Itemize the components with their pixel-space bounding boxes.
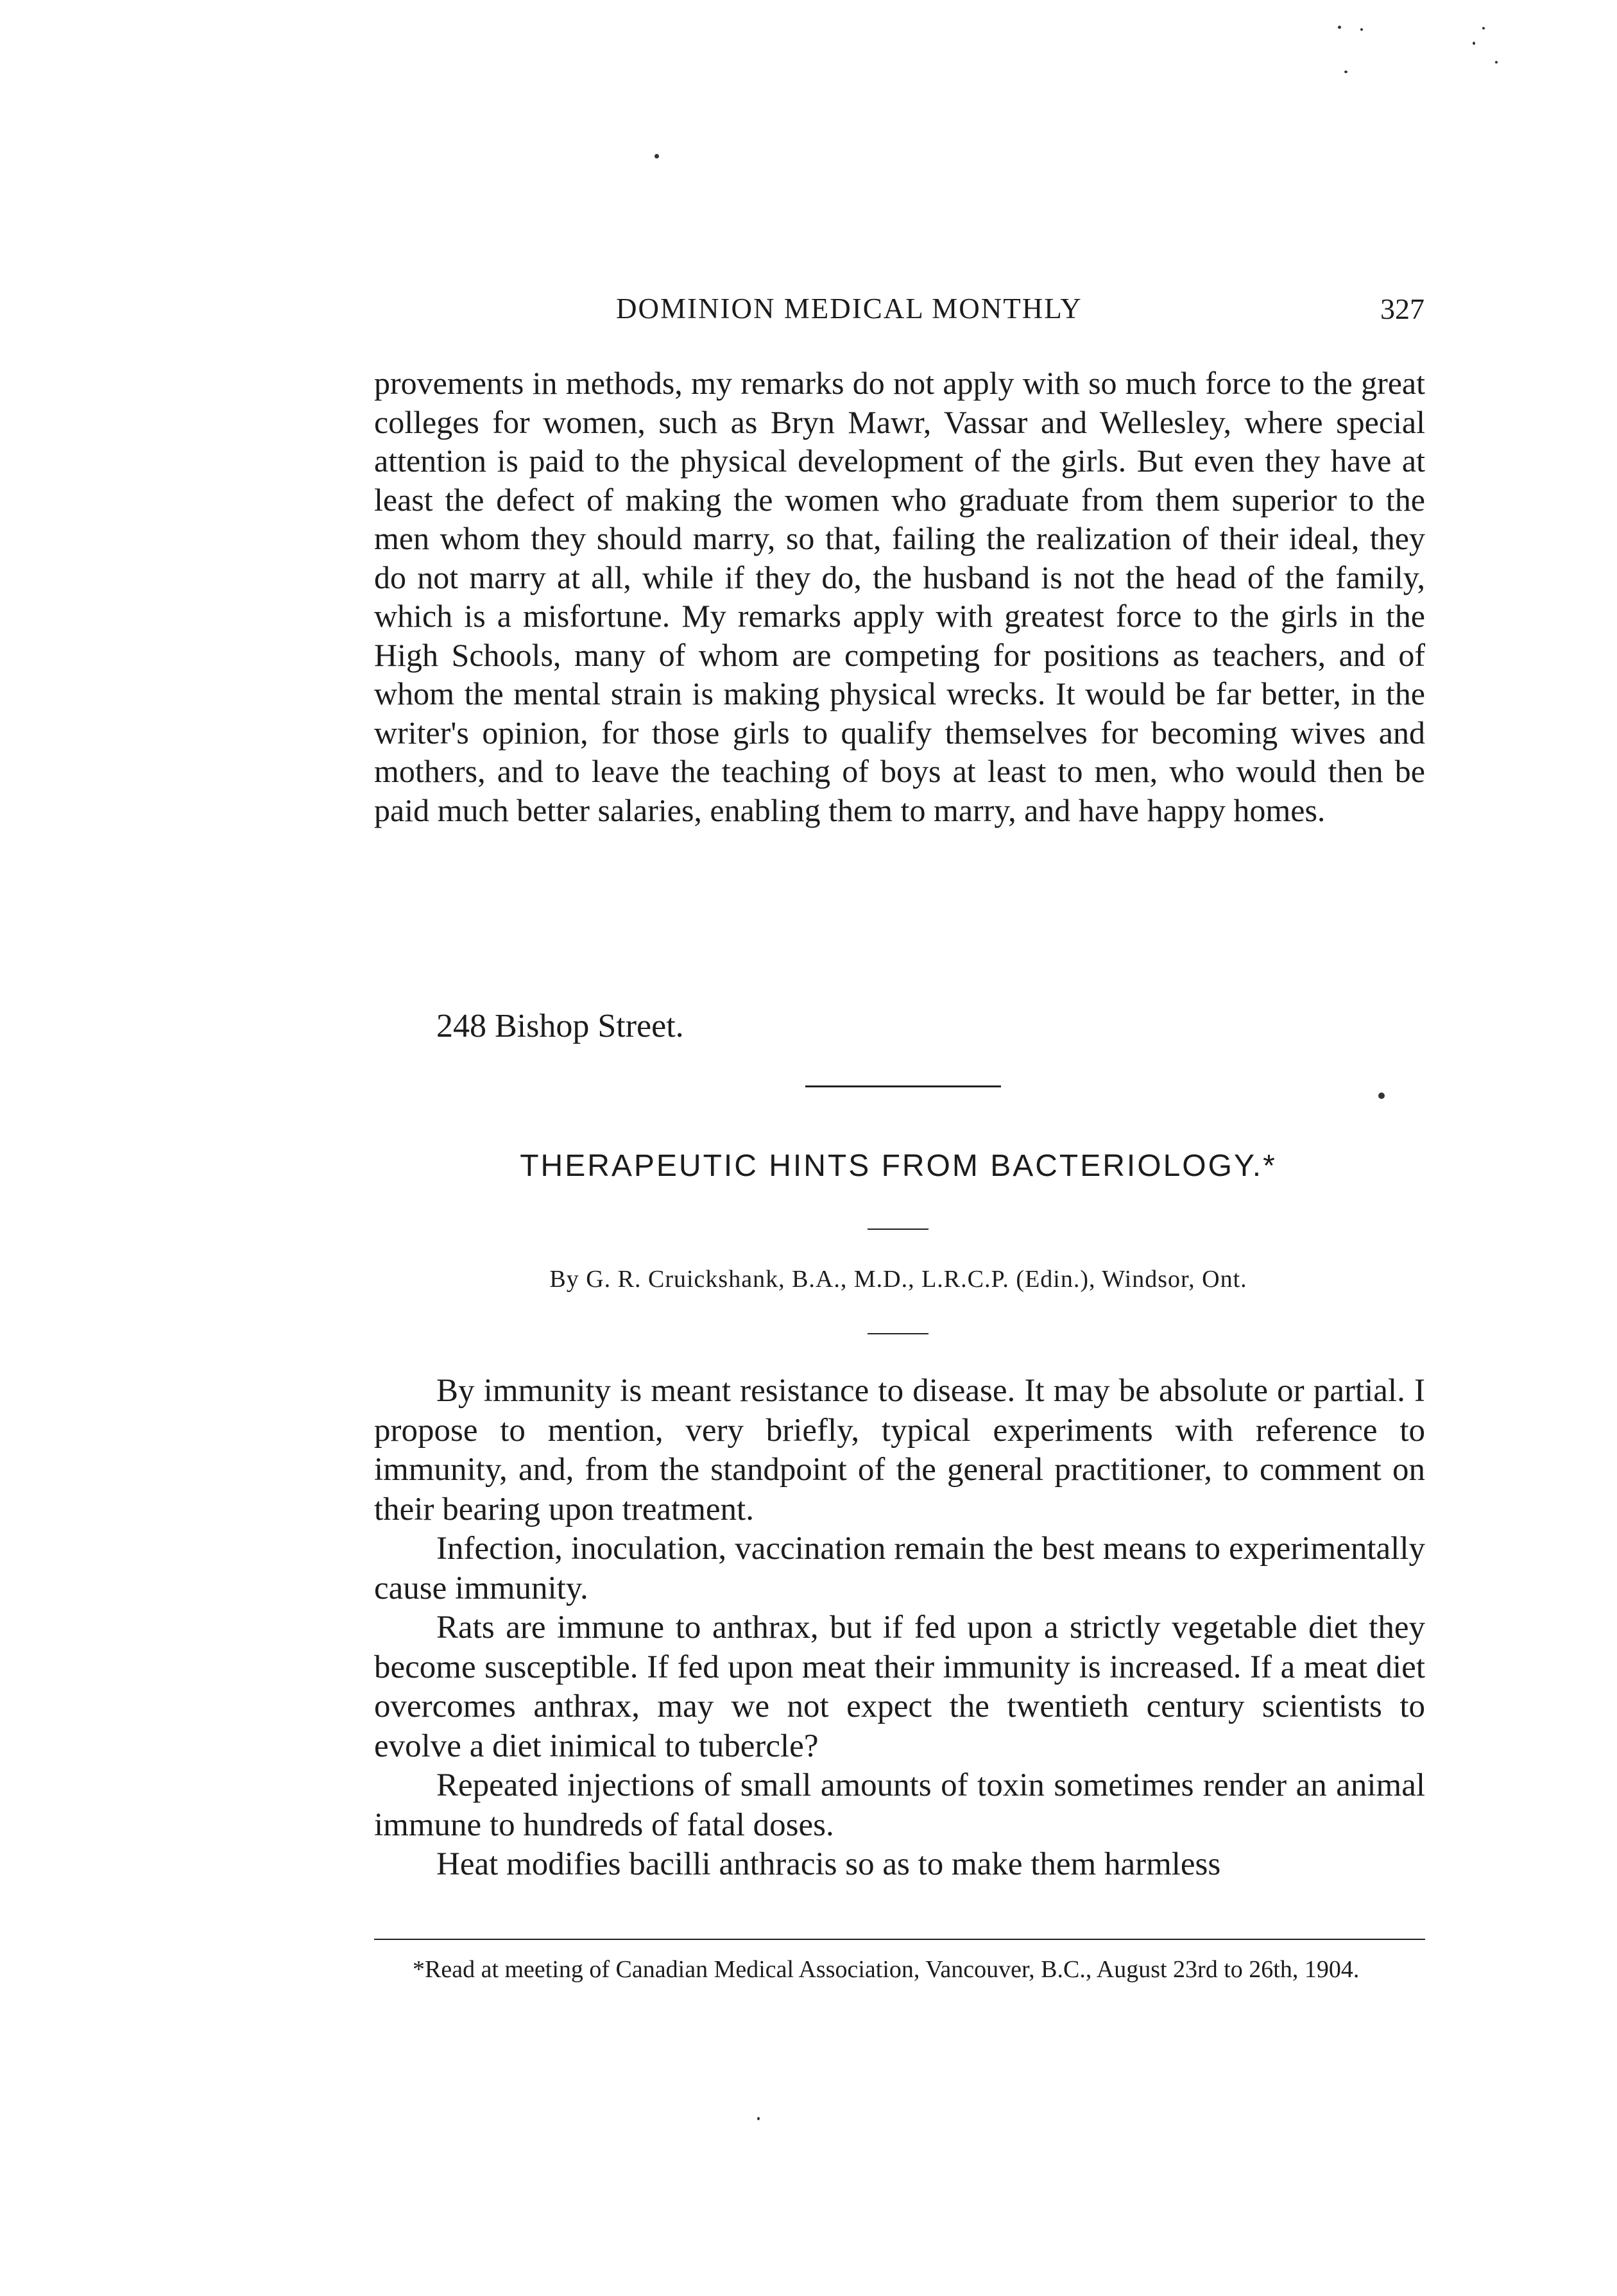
scan-speck xyxy=(1482,27,1485,30)
footnote xyxy=(374,1953,1425,1986)
title-rule xyxy=(868,1229,928,1230)
scan-speck xyxy=(1338,26,1341,29)
scan-speck xyxy=(757,2117,760,2120)
byline-rule xyxy=(868,1333,928,1334)
running-head: DOMINION MEDICAL MONTHLY xyxy=(616,293,1082,325)
scan-speck xyxy=(1378,1093,1385,1099)
page-header xyxy=(372,292,1425,330)
scan-speck xyxy=(1344,71,1348,73)
article-paragraph: Repeated injections of small amounts of toxin sometimes render an animal immune to hundreds of fatal doses. xyxy=(374,1767,1425,1843)
section-divider xyxy=(805,1085,1001,1087)
scan-speck xyxy=(654,154,659,158)
article-paragraph: Infection, inoculation, vaccination remain the best means to experimentally cause immunity. xyxy=(374,1531,1425,1606)
article-paragraph: Heat modifies bacilli anthracis so as to make them harmless xyxy=(436,1846,1221,1882)
scan-speck xyxy=(1360,28,1363,31)
scan-speck xyxy=(1473,42,1475,45)
author-address: 248 Bishop Street. xyxy=(436,1008,684,1044)
article-byline: By G. R. Cruickshank, B.A., M.D., L.R.C.P. (Edin.), Windsor, Ont. xyxy=(549,1266,1247,1293)
footnote-rule xyxy=(374,1939,1425,1940)
article-paragraph: Rats are immune to anthrax, but if fed upon a strictly vegetable diet they become susceptible. If fed upon meat their immunity is increased. If a meat diet overcomes anthrax, may we not expect the twentieth century scientists to evolve a diet inimical to tubercle? xyxy=(374,1610,1425,1764)
article-body xyxy=(374,1372,1425,1885)
scan-speck xyxy=(1495,61,1498,64)
footnote-text: *Read at meeting of Canadian Medical Association, Vancouver, B.C., August 23rd to 26th, 1904. xyxy=(413,1956,1360,1983)
article-paragraph: By immunity is meant resistance to disease. It may be absolute or partial. I propose to mention, very briefly, typical experiments with reference to immunity, and, from the standpoint of the general practitioner, to comment on their bearing upon treatment. xyxy=(374,1373,1425,1527)
page-number: 327 xyxy=(1380,293,1425,325)
continued-paragraph: provements in methods, my remarks do not apply with so much force to the great colleges for women, such as Bryn Mawr, Vassar and Wellesley, where special attention is paid to the physical development of the girls. But even they have at least the defect of making the women who graduate from them superior to the men whom they should marry, so that, failing the realization of their ideal, they do not marry at all, while if they do, the husband is not the head of the family, which is a misfortune. My remarks apply with greatest force to the girls in the High Schools, many of whom are competing for positions as teachers, and of whom the mental strain is making physical wrecks. It would be far better, in the writer's opinion, for those girls to qualify themselves for becoming wives and mothers, and to leave the teaching of boys at least to men, who would then be paid much better salaries, enabling them to marry, and have happy homes. xyxy=(374,365,1425,828)
article-title: THERAPEUTIC HINTS FROM BACTERIOLOGY.* xyxy=(520,1149,1277,1183)
